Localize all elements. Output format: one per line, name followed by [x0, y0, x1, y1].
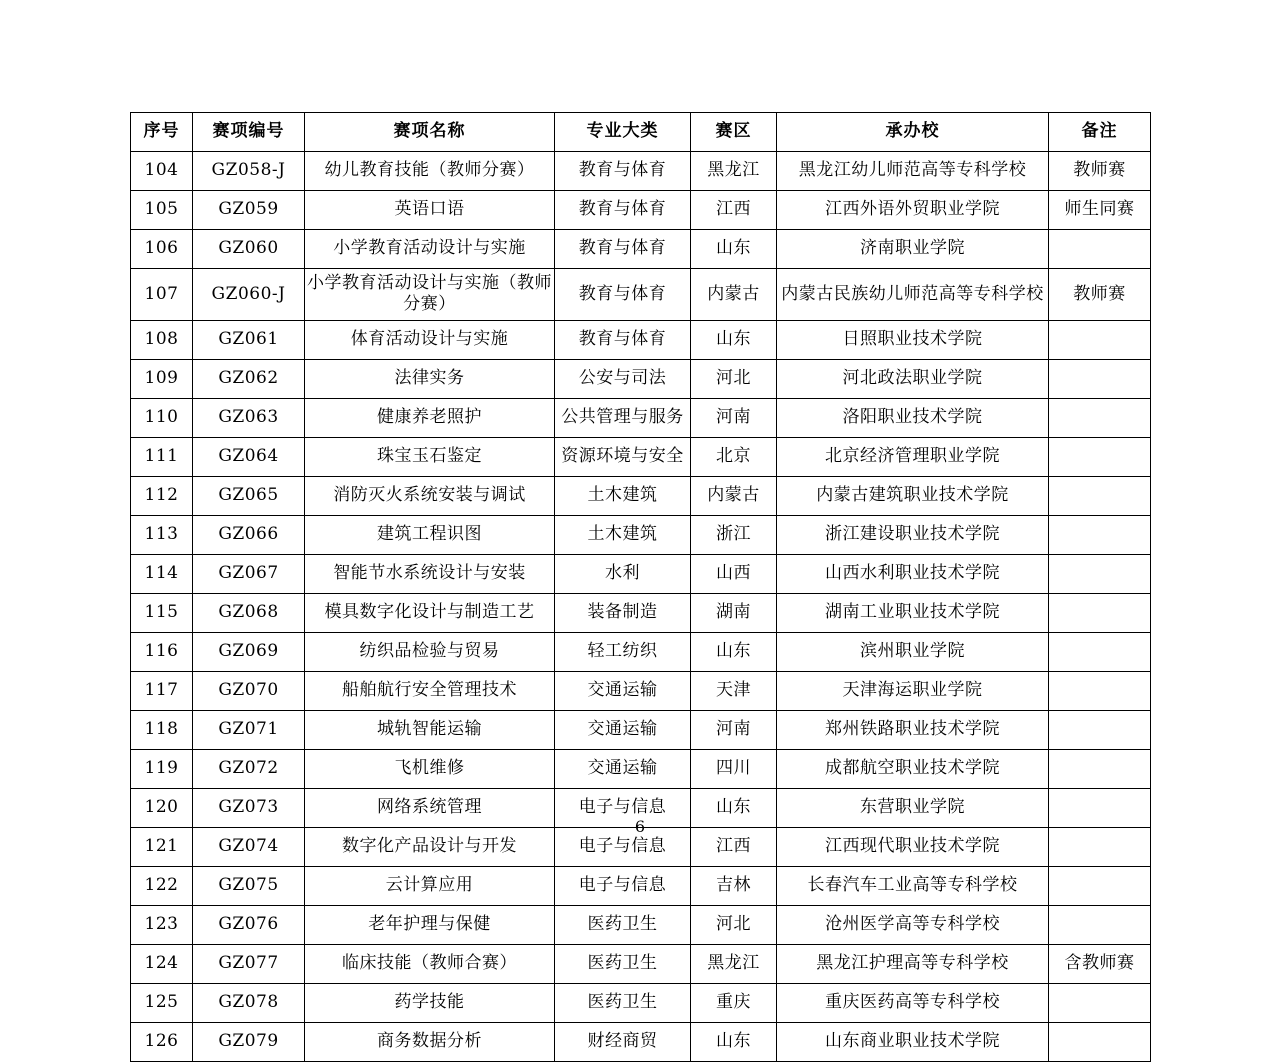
- cell-host: 内蒙古建筑职业技术学院: [777, 476, 1049, 515]
- cell-host: 郑州铁路职业技术学院: [777, 710, 1049, 749]
- cell-major: 交通运输: [555, 671, 691, 710]
- cell-name: 城轨智能运输: [305, 710, 555, 749]
- cell-code: GZ078: [193, 983, 305, 1022]
- cell-zone: 山东: [691, 1022, 777, 1061]
- cell-zone: 黑龙江: [691, 152, 777, 191]
- cell-code: GZ067: [193, 554, 305, 593]
- cell-index: 124: [131, 944, 193, 983]
- cell-zone: 浙江: [691, 515, 777, 554]
- cell-index: 125: [131, 983, 193, 1022]
- table-row: [131, 554, 1151, 593]
- table-row: [131, 671, 1151, 710]
- cell-index: 109: [131, 359, 193, 398]
- cell-code: GZ061: [193, 320, 305, 359]
- cell-code: GZ065: [193, 476, 305, 515]
- column-header-code: 赛项编号: [193, 113, 305, 152]
- cell-zone: 河北: [691, 359, 777, 398]
- table-row: [131, 515, 1151, 554]
- cell-zone: 河北: [691, 905, 777, 944]
- cell-note: 含教师赛: [1049, 944, 1151, 983]
- cell-code: GZ068: [193, 593, 305, 632]
- cell-zone: 湖南: [691, 593, 777, 632]
- cell-major: 资源环境与安全: [555, 437, 691, 476]
- cell-host: 日照职业技术学院: [777, 320, 1049, 359]
- cell-note: [1049, 437, 1151, 476]
- table-row: [131, 1022, 1151, 1061]
- cell-note: [1049, 593, 1151, 632]
- cell-note: [1049, 710, 1151, 749]
- cell-major: 水利: [555, 554, 691, 593]
- cell-major: 电子与信息: [555, 788, 691, 827]
- cell-zone: 河南: [691, 710, 777, 749]
- cell-major: 土木建筑: [555, 515, 691, 554]
- cell-index: 121: [131, 827, 193, 866]
- cell-name: 网络系统管理: [305, 788, 555, 827]
- table-row: [131, 710, 1151, 749]
- table-row: [131, 152, 1151, 191]
- cell-index: 114: [131, 554, 193, 593]
- cell-name: 小学教育活动设计与实施: [305, 230, 555, 269]
- cell-major: 医药卫生: [555, 944, 691, 983]
- cell-name: 船舶航行安全管理技术: [305, 671, 555, 710]
- cell-index: 106: [131, 230, 193, 269]
- column-header-index: 序号: [131, 113, 193, 152]
- cell-name: 体育活动设计与实施: [305, 320, 555, 359]
- cell-note: [1049, 749, 1151, 788]
- cell-index: 116: [131, 632, 193, 671]
- cell-note: 教师赛: [1049, 269, 1151, 321]
- cell-code: GZ077: [193, 944, 305, 983]
- table-row: [131, 476, 1151, 515]
- cell-note: [1049, 983, 1151, 1022]
- cell-name: 云计算应用: [305, 866, 555, 905]
- cell-code: GZ064: [193, 437, 305, 476]
- table-row: [131, 230, 1151, 269]
- cell-code: GZ058-J: [193, 152, 305, 191]
- cell-code: GZ079: [193, 1022, 305, 1061]
- table-body: [131, 152, 1151, 1062]
- cell-index: 105: [131, 191, 193, 230]
- cell-index: 122: [131, 866, 193, 905]
- cell-index: 111: [131, 437, 193, 476]
- cell-host: 山东商业职业技术学院: [777, 1022, 1049, 1061]
- cell-major: 教育与体育: [555, 269, 691, 321]
- cell-major: 电子与信息: [555, 866, 691, 905]
- competition-table-container: [130, 112, 1150, 1062]
- cell-name: 法律实务: [305, 359, 555, 398]
- cell-index: 110: [131, 398, 193, 437]
- column-header-major: 专业大类: [555, 113, 691, 152]
- cell-host: 浙江建设职业技术学院: [777, 515, 1049, 554]
- cell-major: 教育与体育: [555, 152, 691, 191]
- cell-zone: 江西: [691, 827, 777, 866]
- cell-zone: 山东: [691, 632, 777, 671]
- cell-host: 长春汽车工业高等专科学校: [777, 866, 1049, 905]
- cell-code: GZ071: [193, 710, 305, 749]
- cell-major: 土木建筑: [555, 476, 691, 515]
- cell-name: 临床技能（教师合赛）: [305, 944, 555, 983]
- cell-major: 教育与体育: [555, 320, 691, 359]
- column-header-name: 赛项名称: [305, 113, 555, 152]
- cell-index: 113: [131, 515, 193, 554]
- cell-zone: 四川: [691, 749, 777, 788]
- cell-host: 东营职业学院: [777, 788, 1049, 827]
- cell-code: GZ070: [193, 671, 305, 710]
- cell-note: [1049, 671, 1151, 710]
- table-row: [131, 191, 1151, 230]
- cell-code: GZ066: [193, 515, 305, 554]
- page-number: 6: [634, 817, 646, 836]
- cell-zone: 内蒙古: [691, 476, 777, 515]
- cell-major: 医药卫生: [555, 983, 691, 1022]
- cell-zone: 吉林: [691, 866, 777, 905]
- cell-note: 师生同赛: [1049, 191, 1151, 230]
- cell-code: GZ074: [193, 827, 305, 866]
- cell-code: GZ059: [193, 191, 305, 230]
- cell-name: 小学教育活动设计与实施（教师分赛）: [305, 269, 555, 321]
- cell-zone: 重庆: [691, 983, 777, 1022]
- cell-note: [1049, 320, 1151, 359]
- cell-major: 财经商贸: [555, 1022, 691, 1061]
- cell-code: GZ060: [193, 230, 305, 269]
- cell-host: 湖南工业职业技术学院: [777, 593, 1049, 632]
- cell-note: 教师赛: [1049, 152, 1151, 191]
- table-header-row: [131, 113, 1151, 152]
- table-row: [131, 320, 1151, 359]
- cell-code: GZ072: [193, 749, 305, 788]
- table-row: [131, 398, 1151, 437]
- cell-index: 117: [131, 671, 193, 710]
- column-header-host: 承办校: [777, 113, 1049, 152]
- cell-code: GZ063: [193, 398, 305, 437]
- cell-host: 内蒙古民族幼儿师范高等专科学校: [777, 269, 1049, 321]
- cell-index: 104: [131, 152, 193, 191]
- cell-zone: 山东: [691, 788, 777, 827]
- cell-name: 飞机维修: [305, 749, 555, 788]
- cell-name: 纺织品检验与贸易: [305, 632, 555, 671]
- cell-index: 119: [131, 749, 193, 788]
- table-row: [131, 866, 1151, 905]
- cell-name: 英语口语: [305, 191, 555, 230]
- cell-name: 健康养老照护: [305, 398, 555, 437]
- cell-host: 河北政法职业学院: [777, 359, 1049, 398]
- cell-name: 消防灭火系统安装与调试: [305, 476, 555, 515]
- cell-major: 医药卫生: [555, 905, 691, 944]
- cell-code: GZ075: [193, 866, 305, 905]
- cell-zone: 山东: [691, 320, 777, 359]
- cell-index: 126: [131, 1022, 193, 1061]
- cell-host: 济南职业学院: [777, 230, 1049, 269]
- cell-zone: 黑龙江: [691, 944, 777, 983]
- cell-zone: 河南: [691, 398, 777, 437]
- cell-host: 天津海运职业学院: [777, 671, 1049, 710]
- cell-index: 118: [131, 710, 193, 749]
- cell-zone: 内蒙古: [691, 269, 777, 321]
- table-header: [131, 113, 1151, 152]
- cell-major: 交通运输: [555, 749, 691, 788]
- cell-name: 老年护理与保健: [305, 905, 555, 944]
- cell-index: 120: [131, 788, 193, 827]
- cell-host: 江西外语外贸职业学院: [777, 191, 1049, 230]
- column-header-zone: 赛区: [691, 113, 777, 152]
- cell-major: 教育与体育: [555, 191, 691, 230]
- cell-zone: 江西: [691, 191, 777, 230]
- cell-code: GZ062: [193, 359, 305, 398]
- cell-host: 沧州医学高等专科学校: [777, 905, 1049, 944]
- cell-major: 教育与体育: [555, 230, 691, 269]
- cell-note: [1049, 905, 1151, 944]
- cell-note: [1049, 554, 1151, 593]
- cell-host: 北京经济管理职业学院: [777, 437, 1049, 476]
- table-row: [131, 944, 1151, 983]
- table-row: [131, 269, 1151, 321]
- column-header-note: 备注: [1049, 113, 1151, 152]
- cell-name: 药学技能: [305, 983, 555, 1022]
- cell-host: 江西现代职业技术学院: [777, 827, 1049, 866]
- cell-zone: 天津: [691, 671, 777, 710]
- cell-note: [1049, 359, 1151, 398]
- cell-note: [1049, 476, 1151, 515]
- table-row: [131, 632, 1151, 671]
- cell-name: 商务数据分析: [305, 1022, 555, 1061]
- cell-major: 公共管理与服务: [555, 398, 691, 437]
- cell-host: 山西水利职业技术学院: [777, 554, 1049, 593]
- cell-code: GZ060-J: [193, 269, 305, 321]
- cell-code: GZ073: [193, 788, 305, 827]
- cell-name: 模具数字化设计与制造工艺: [305, 593, 555, 632]
- cell-index: 123: [131, 905, 193, 944]
- cell-major: 交通运输: [555, 710, 691, 749]
- cell-name: 建筑工程识图: [305, 515, 555, 554]
- cell-zone: 北京: [691, 437, 777, 476]
- table-row: [131, 359, 1151, 398]
- cell-host: 黑龙江护理高等专科学校: [777, 944, 1049, 983]
- cell-note: [1049, 515, 1151, 554]
- cell-major: 轻工纺织: [555, 632, 691, 671]
- cell-name: 数字化产品设计与开发: [305, 827, 555, 866]
- cell-zone: 山东: [691, 230, 777, 269]
- table-row: [131, 905, 1151, 944]
- cell-index: 108: [131, 320, 193, 359]
- cell-host: 滨州职业学院: [777, 632, 1049, 671]
- cell-note: [1049, 398, 1151, 437]
- cell-name: 幼儿教育技能（教师分赛）: [305, 152, 555, 191]
- cell-major: 装备制造: [555, 593, 691, 632]
- table-row: [131, 437, 1151, 476]
- cell-name: 珠宝玉石鉴定: [305, 437, 555, 476]
- cell-index: 115: [131, 593, 193, 632]
- cell-host: 洛阳职业技术学院: [777, 398, 1049, 437]
- cell-host: 黑龙江幼儿师范高等专科学校: [777, 152, 1049, 191]
- cell-index: 112: [131, 476, 193, 515]
- cell-note: [1049, 1022, 1151, 1061]
- cell-note: [1049, 230, 1151, 269]
- cell-code: GZ076: [193, 905, 305, 944]
- table-row: [131, 983, 1151, 1022]
- table-row: [131, 749, 1151, 788]
- cell-index: 107: [131, 269, 193, 321]
- cell-note: [1049, 632, 1151, 671]
- cell-host: 重庆医药高等专科学校: [777, 983, 1049, 1022]
- table-row: [131, 593, 1151, 632]
- cell-major: 公安与司法: [555, 359, 691, 398]
- competition-table: [130, 112, 1151, 1062]
- cell-host: 成都航空职业技术学院: [777, 749, 1049, 788]
- cell-note: [1049, 866, 1151, 905]
- cell-name: 智能节水系统设计与安装: [305, 554, 555, 593]
- cell-code: GZ069: [193, 632, 305, 671]
- cell-major: 电子与信息: [555, 827, 691, 866]
- cell-zone: 山西: [691, 554, 777, 593]
